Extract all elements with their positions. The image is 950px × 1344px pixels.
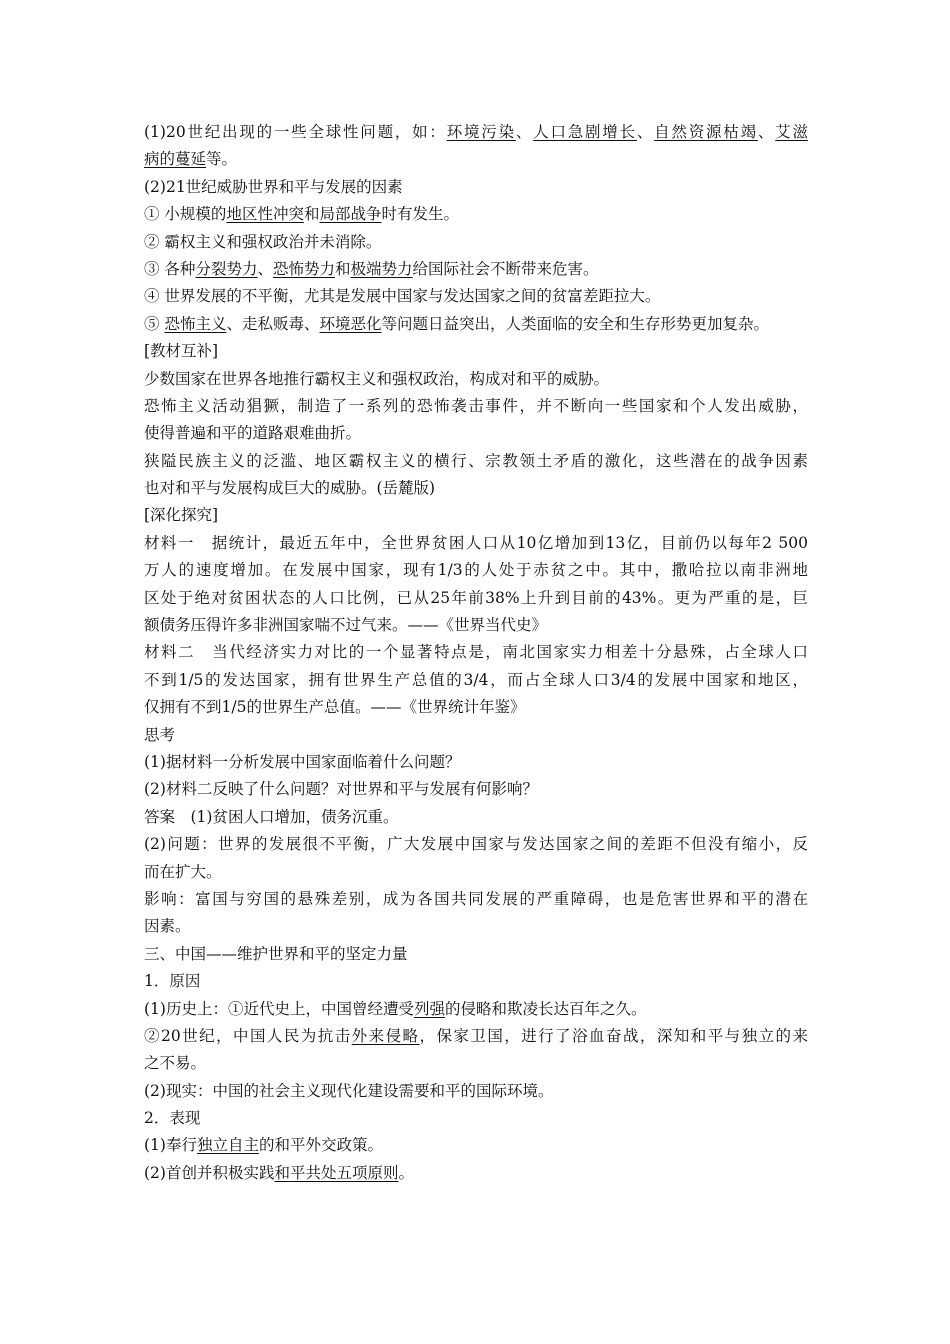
text-segment: (1)20世纪出现的一些全球性问题，如： bbox=[144, 123, 447, 141]
text-line bbox=[144, 968, 808, 995]
text-segment: 少数国家在世界各地推行霸权主义和强权政治，构成对和平的威胁。 bbox=[144, 369, 610, 388]
text-segment: 和 bbox=[334, 259, 351, 278]
text-segment: 材料一 据统计，最近五年中，全世界贫困人口从10亿增加到13亿，目前仍以每年2 500 bbox=[144, 533, 808, 552]
text-line bbox=[144, 475, 808, 502]
text-line bbox=[144, 1105, 808, 1132]
text-line bbox=[144, 859, 808, 886]
text-segment: (2)首创并积极实践 bbox=[144, 1163, 275, 1182]
text-line bbox=[144, 1078, 808, 1105]
text-line bbox=[144, 283, 808, 310]
text-segment: 区处于绝对贫困状态的人口比例，已从25年前38%上升到目前的43%。更为严重的是，巨 bbox=[144, 588, 808, 607]
text-segment: 答案 (1)贫困人口增加，债务沉重。 bbox=[144, 807, 399, 826]
text-segment: ⑤ bbox=[144, 314, 165, 333]
text-line bbox=[144, 996, 808, 1023]
text-line bbox=[144, 776, 808, 803]
text-line bbox=[144, 420, 808, 447]
text-segment: ③ 各种 bbox=[144, 259, 196, 278]
underlined-term: 人口急剧增长 bbox=[533, 123, 637, 141]
text-segment: (1)奉行 bbox=[144, 1136, 197, 1155]
text-line bbox=[144, 174, 808, 201]
text-segment: 的侵略和欺凌长达百年之久。 bbox=[444, 999, 647, 1018]
text-segment: 、 bbox=[515, 123, 534, 141]
text-line bbox=[144, 804, 808, 831]
text-segment: 而在扩大。 bbox=[144, 862, 222, 881]
text-segment: [教材互补] bbox=[144, 342, 219, 361]
underlined-term: 恐怖势力 bbox=[272, 259, 335, 278]
underlined-term: 自然资源枯竭 bbox=[654, 123, 758, 141]
text-line bbox=[144, 1050, 808, 1077]
text-segment: (2)材料二反映了什么问题？对世界和平与发展有何影响？ bbox=[144, 780, 538, 799]
text-segment: 之不易。 bbox=[144, 1054, 207, 1073]
text-line bbox=[144, 694, 808, 721]
text-segment: 。 bbox=[398, 1163, 414, 1182]
underlined-term: 极端势力 bbox=[350, 259, 413, 278]
text-line bbox=[144, 448, 808, 475]
text-line bbox=[144, 1160, 808, 1187]
text-line bbox=[144, 119, 808, 146]
text-line bbox=[144, 749, 808, 776]
text-line bbox=[144, 639, 808, 666]
text-segment: [深化探究] bbox=[144, 506, 219, 525]
text-segment: 思考 bbox=[144, 725, 176, 744]
text-segment: 等问题日益突出，人类面临的安全和生存形势更加复杂。 bbox=[381, 314, 769, 333]
text-line bbox=[144, 722, 808, 749]
text-line bbox=[144, 585, 808, 612]
text-line bbox=[144, 941, 808, 968]
underlined-term: 局部战争 bbox=[319, 205, 382, 224]
text-segment: (2)现实：中国的社会主义现代化建设需要和平的国际环境。 bbox=[144, 1081, 554, 1100]
text-segment: 等。 bbox=[206, 150, 238, 169]
text-segment: ②20世纪，中国人民为抗击 bbox=[144, 1026, 352, 1045]
text-segment: ，保家卫国，进行了浴血奋战，深知和平与独立的来 bbox=[419, 1026, 808, 1045]
text-segment: 影响：富国与穷国的悬殊差别，成为各国共同发展的严重障碍，也是危害世界和平的潜在 bbox=[144, 889, 808, 908]
text-line bbox=[144, 366, 808, 393]
text-segment: 的和平外交政策。 bbox=[258, 1136, 383, 1155]
text-segment: 三、中国——维护世界和平的坚定力量 bbox=[144, 944, 408, 963]
text-segment: 使得普遍和平的道路艰难曲折。 bbox=[144, 424, 362, 443]
text-line bbox=[144, 311, 808, 338]
text-line bbox=[144, 886, 808, 913]
text-line bbox=[144, 256, 808, 283]
text-line bbox=[144, 393, 808, 420]
underlined-term: 恐怖主义 bbox=[164, 314, 227, 333]
text-segment: 恐怖主义活动猖獗，制造了一系列的恐怖袭击事件，并不断向一些国家和个人发出威胁， bbox=[144, 396, 808, 415]
text-segment: ④ 世界发展的不平衡，尤其是发展中国家与发达国家之间的贫富差距拉大。 bbox=[144, 287, 661, 306]
underlined-term: 病的蔓延 bbox=[144, 150, 207, 169]
text-segment: (1)据材料一分析发展中国家面临着什么问题？ bbox=[144, 752, 461, 771]
underlined-term: 独立自主 bbox=[196, 1136, 259, 1155]
text-segment: 和 bbox=[303, 205, 320, 224]
underlined-term: 外来侵略 bbox=[351, 1026, 420, 1045]
text-line bbox=[144, 530, 808, 557]
text-line bbox=[144, 913, 808, 940]
text-line bbox=[144, 229, 808, 256]
text-segment: 材料二 当代经济实力对比的一个显著特点是，南北国家实力相差十分悬殊，占全球人口 bbox=[144, 643, 808, 662]
text-segment: (2)21世纪威胁世界和平与发展的因素 bbox=[144, 177, 403, 196]
text-segment: 不到1/5的发达国家，拥有世界生产总值的3/4，而占全球人口3/4的发展中国家和地区， bbox=[144, 670, 808, 689]
text-line bbox=[144, 338, 808, 365]
text-segment: (2)问题：世界的发展很不平衡，广大发展中国家与发达国家之间的差距不但没有缩小，反 bbox=[144, 835, 808, 854]
underlined-term: 艾滋 bbox=[775, 123, 808, 141]
text-segment: ① 小规模的 bbox=[144, 205, 227, 224]
text-line bbox=[144, 1132, 808, 1159]
text-segment: 、 bbox=[757, 123, 776, 141]
text-segment: 仅拥有不到1/5的世界生产总值。——《世界统计年鉴》 bbox=[144, 698, 526, 717]
text-segment: 、 bbox=[257, 259, 273, 278]
text-segment: 给国际社会不断带来危害。 bbox=[412, 259, 599, 278]
text-line bbox=[144, 831, 808, 858]
document-body bbox=[144, 119, 808, 1187]
underlined-term: 分裂势力 bbox=[195, 259, 258, 278]
text-line bbox=[144, 502, 808, 529]
underlined-term: 列强 bbox=[413, 999, 445, 1018]
text-segment: 1．原因 bbox=[144, 972, 201, 991]
underlined-term: 和平共处五项原则 bbox=[274, 1163, 399, 1182]
text-line bbox=[144, 612, 808, 639]
text-segment: 狭隘民族主义的泛滥、地区霸权主义的横行、宗教领土矛盾的激化，这些潜在的战争因素 bbox=[144, 451, 808, 470]
text-line bbox=[144, 667, 808, 694]
text-segment: 2．表现 bbox=[144, 1109, 201, 1128]
text-line bbox=[144, 201, 808, 228]
text-segment: 也对和平与发展构成巨大的威胁。(岳麓版) bbox=[144, 479, 436, 498]
text-segment: 万人的速度增加。在发展中国家，现有1/3的人处于赤贫之中。其中，撒哈拉以南非洲地 bbox=[144, 561, 808, 580]
text-segment: 、走私贩毒、 bbox=[226, 314, 320, 333]
underlined-term: 环境恶化 bbox=[319, 314, 382, 333]
text-segment: ② 霸权主义和强权政治并未消除。 bbox=[144, 232, 382, 251]
underlined-term: 环境污染 bbox=[446, 123, 516, 141]
underlined-term: 地区性冲突 bbox=[226, 205, 304, 224]
text-line bbox=[144, 557, 808, 584]
text-segment: 、 bbox=[636, 123, 655, 141]
text-segment: (1)历史上：①近代史上，中国曾经遭受 bbox=[144, 999, 414, 1018]
text-line bbox=[144, 1023, 808, 1050]
text-segment: 因素。 bbox=[144, 917, 191, 936]
text-segment: 额债务压得许多非洲国家喘不过气来。——《世界当代史》 bbox=[144, 616, 548, 635]
text-segment: 时有发生。 bbox=[381, 205, 459, 224]
text-line bbox=[144, 146, 808, 173]
